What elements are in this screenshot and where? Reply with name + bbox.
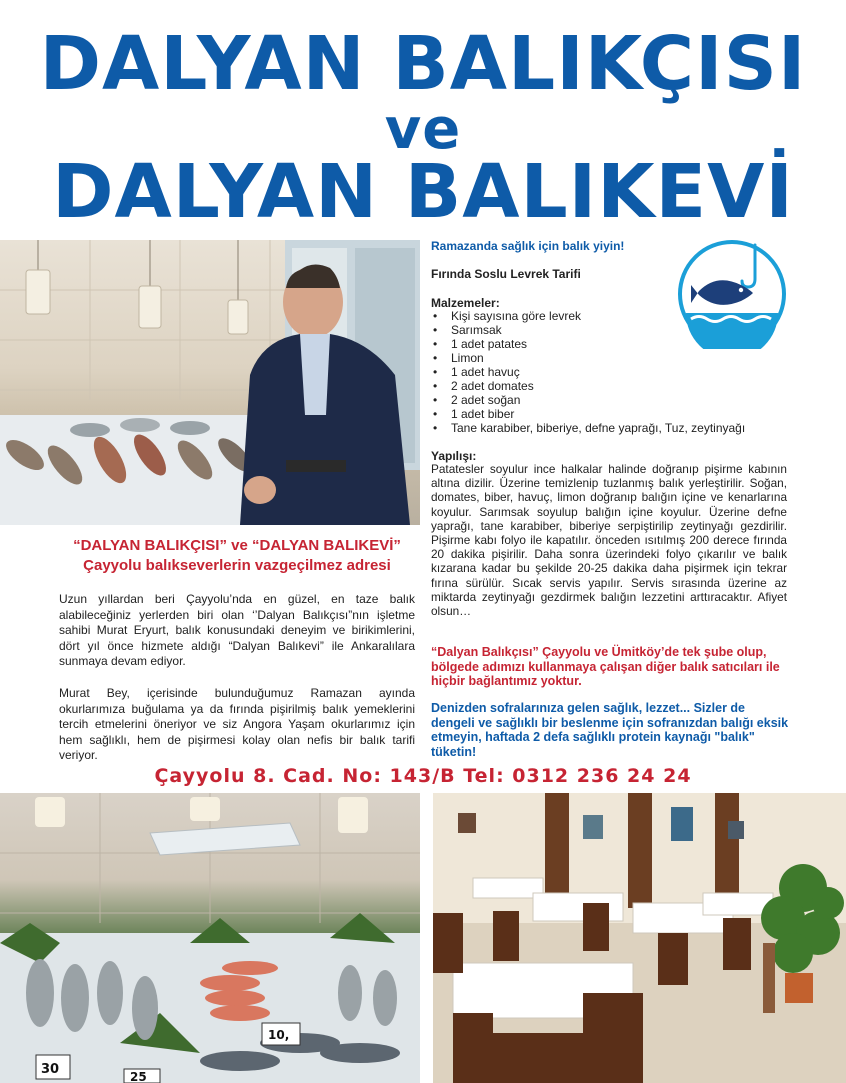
- article-subtitle-2: Çayyolu balıkseverlerin vazgeçilmez adresi: [83, 557, 391, 574]
- preparation-heading: Yapılışı:: [431, 449, 477, 463]
- recipe-title: Fırında Soslu Levrek Tarifi: [431, 267, 581, 281]
- branch-notice: “Dalyan Balıkçısı” Çayyolu ve Ümitköy’de tek şube olup, bölgede adımızı kullanmaya çalışan diğer balık satıcıları ile hiçbir bağlantımız yoktur.: [431, 645, 780, 688]
- fish-counter-illustration: [0, 793, 420, 1083]
- owner-photo: [0, 240, 420, 525]
- health-message: Denizden sofralarınıza gelen sağlık, lezzet... Sizler de dengeli ve sağlıklı bir beslenme için sofranızdan balığı eksik etmeyin, haftada 2 defa sağlıklı protein kaynağı "balık" tüketin!: [431, 701, 789, 759]
- fish-hook-icon: [677, 239, 787, 349]
- dining-room-photo: [433, 793, 846, 1083]
- headline-line-3: DALYAN BALIKEVİ: [52, 149, 794, 235]
- ingredient-item: • Sarımsak: [431, 323, 789, 337]
- headline-line-1: DALYAN BALIKÇISI: [39, 21, 807, 107]
- article-paragraph-2: Murat Bey, içerisinde bulunduğumuz Ramazan ayında okurlarımıza buğulama ya da fırında pişirilmiş balık yemeklerini tercih etmelerini öneriyor ve siz Angora Yaşam okurlarımız için hem sağlıklı, hem de pişirmesi kolay olan nefis bir balık tarifi veriyor.: [59, 686, 415, 763]
- dining-room-illustration: [433, 793, 846, 1083]
- ingredient-item: • Kişi sayısına göre levrek: [431, 309, 789, 323]
- article-subtitle-1: “DALYAN BALIKÇISI” ve “DALYAN BALIKEVİ”: [73, 537, 401, 554]
- preparation-text: Patatesler soyulur ince halkalar halinde doğranıp pişirme kabının altına dizilir. Üzerine temizlenip tuzlanmış balık yerleştirilir. Soğan, domates, biber, havuç, limon doğranıp balığın içine ve kenarlarına koyulur. Sarımsak soyulup balığın içine koyulur. Üzerine defne yaprağı, tane karabiber, biberiye serpiştirilip zeytinyağı gezdirilir. Pişirme kabı folyo ile kapatılır. önceden ısıtılmış 200 derece fırında 20 dakika pişirilir. Daha sonra üzerindeki folyo çıkarılır ve balık kızarana kadar bu şekilde 20-25 dakika daha pişirmek için tekrar fırına sürülür. Sıcak servis yapılır. Servis sırasında üzerine az miktarda zeytinyağı gezdirmek balığın lezzetini arttıracaktır. Afiyet olsun…: [431, 462, 787, 619]
- ingredient-item: • 2 adet domates: [431, 379, 789, 393]
- article-paragraph-1: Uzun yıllardan beri Çayyolu’nda en güzel, en taze balık alabileceğiniz yerlerden biri olan ‘’Dalyan Balıkçısı”nın işletme sahibi Murat Eryurt, balık konusundaki deneyim ve birikimlerini, dört yıl önce hizmete aldığı “Dalyan Balıkevi” ile Ankaralılara sunmaya devam ediyor.: [59, 592, 415, 669]
- ingredient-item: • 1 adet biber: [431, 407, 789, 421]
- owner-photo-illustration: [0, 240, 420, 525]
- price-tag: 25: [130, 1070, 147, 1083]
- price-tag: 30: [41, 1062, 60, 1077]
- ingredient-item: • Limon: [431, 351, 789, 365]
- ingredient-item: • Tane karabiber, biberiye, defne yaprağı, Tuz, zeytinyağı: [431, 421, 789, 435]
- ingredient-item: • 1 adet havuç: [431, 365, 789, 379]
- recipe-tagline: Ramazanda sağlık için balık yiyin!: [431, 239, 625, 253]
- ingredients-heading: Malzemeler:: [431, 296, 500, 310]
- contact-address-phone: Çayyolu 8. Cad. No: 143/B Tel: 0312 236 24 24: [154, 765, 692, 787]
- ingredient-item: • 2 adet soğan: [431, 393, 789, 407]
- price-tag: 10,: [268, 1028, 290, 1042]
- ingredient-item: • 1 adet patates: [431, 337, 789, 351]
- fish-counter-photo: [0, 793, 420, 1083]
- headline-line-2: ve: [384, 97, 462, 162]
